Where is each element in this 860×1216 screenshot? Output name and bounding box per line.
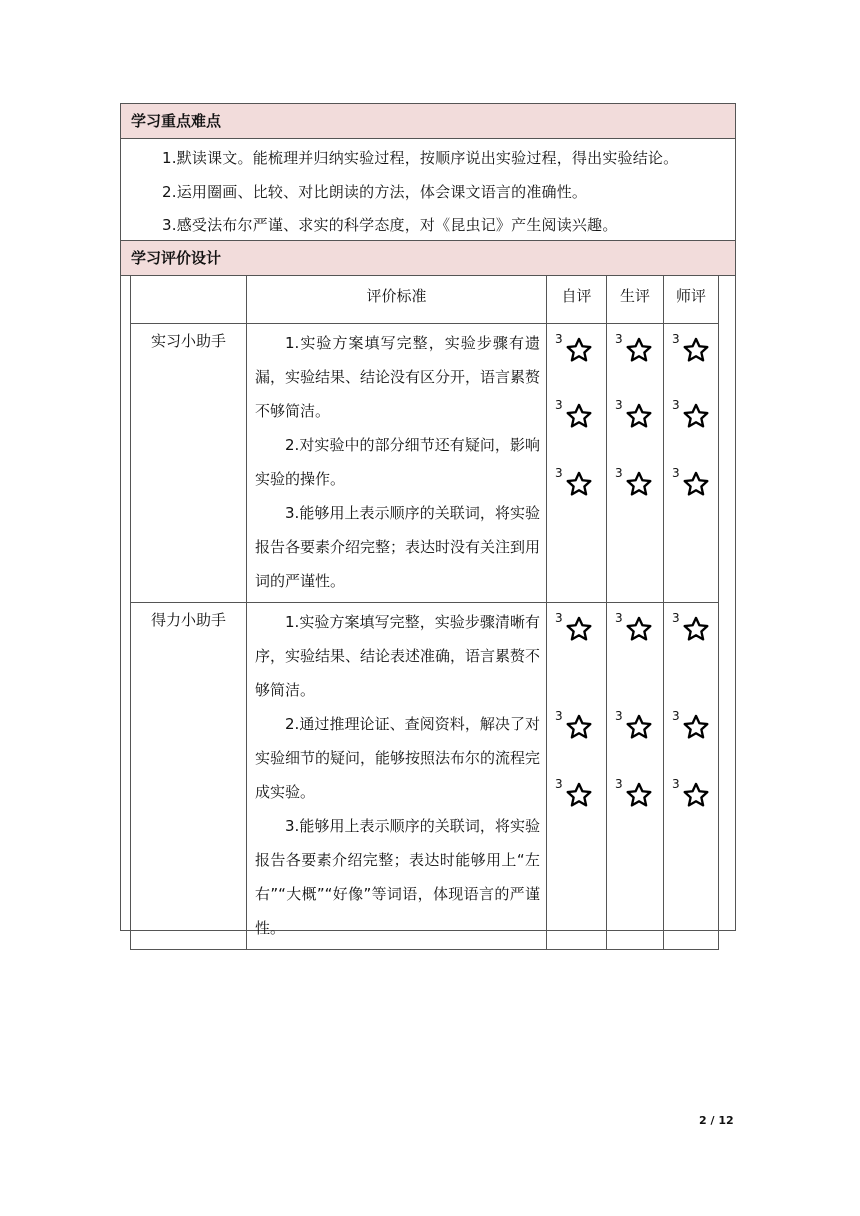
objective-item: 2.运用圈画、比较、对比朗读的方法，体会课文语言的准确性。 [162, 183, 588, 201]
criteria-cell [247, 324, 547, 603]
peer-rating-cell [607, 603, 664, 950]
star-outline-icon [565, 336, 593, 364]
rating-number: 3 [672, 466, 680, 480]
star-outline-icon [625, 713, 653, 741]
table-row [131, 603, 719, 950]
table-header-peer-eval: 生评 [607, 276, 664, 324]
star-outline-icon [625, 336, 653, 364]
rating-star[interactable] [555, 398, 593, 430]
rating-star[interactable] [615, 466, 653, 498]
star-outline-icon [682, 781, 710, 809]
rating-star[interactable] [615, 777, 653, 809]
rating-star[interactable] [615, 709, 653, 741]
rating-number: 3 [615, 709, 623, 723]
star-outline-icon [682, 713, 710, 741]
criteria-item: 2.对实验中的部分细节还有疑问，影响实验的操作。 [255, 436, 540, 488]
star-outline-icon [682, 402, 710, 430]
table-header-empty [131, 276, 247, 324]
rating-star[interactable] [672, 466, 710, 498]
rating-number: 3 [672, 332, 680, 346]
level-label: 实习小助手 [131, 324, 247, 603]
rating-star[interactable] [672, 777, 710, 809]
rating-number: 3 [615, 398, 623, 412]
star-outline-icon [682, 336, 710, 364]
criteria-cell [247, 603, 547, 950]
rating-number: 3 [615, 332, 623, 346]
rating-number: 3 [555, 466, 563, 480]
rating-star[interactable] [555, 466, 593, 498]
rating-number: 3 [555, 332, 563, 346]
star-outline-icon [682, 470, 710, 498]
rating-number: 3 [615, 466, 623, 480]
rating-star[interactable] [555, 777, 593, 809]
table-header-teacher-eval: 师评 [664, 276, 719, 324]
star-outline-icon [625, 402, 653, 430]
rating-number: 3 [555, 611, 563, 625]
self-rating-cell [547, 603, 607, 950]
star-outline-icon [682, 615, 710, 643]
table-header-self-eval: 自评 [547, 276, 607, 324]
peer-rating-cell [607, 324, 664, 603]
rating-number: 3 [555, 777, 563, 791]
section-title-evaluation: 学习评价设计 [120, 240, 736, 276]
rating-number: 3 [555, 709, 563, 723]
page-number: 2 / 12 [699, 1114, 734, 1127]
rating-number: 3 [615, 777, 623, 791]
self-rating-cell [547, 324, 607, 603]
star-outline-icon [565, 713, 593, 741]
evaluation-table [130, 275, 719, 950]
table-row [131, 324, 719, 603]
criteria-item: 3.能够用上表示顺序的关联词，将实验报告各要素介绍完整；表达时能够用上“左右”“大概”“好像”等词语，体现语言的严谨性。 [255, 817, 540, 937]
teacher-rating-cell [664, 324, 719, 603]
star-outline-icon [565, 615, 593, 643]
criteria-item: 2.通过推理论证、查阅资料，解决了对实验细节的疑问，能够按照法布尔的流程完成实验。 [255, 715, 541, 801]
star-outline-icon [565, 781, 593, 809]
rating-star[interactable] [615, 398, 653, 430]
rating-number: 3 [672, 398, 680, 412]
star-outline-icon [565, 402, 593, 430]
criteria-item: 3.能够用上表示顺序的关联词，将实验报告各要素介绍完整；表达时没有关注到用词的严谨性。 [255, 504, 541, 590]
criteria-item: 1.实验方案填写完整，实验步骤清晰有序，实验结果、结论表述准确，语言累赘不够简洁。 [255, 613, 541, 699]
section-title-objectives: 学习重点难点 [120, 103, 736, 139]
star-outline-icon [625, 470, 653, 498]
star-outline-icon [565, 470, 593, 498]
rating-star[interactable] [672, 332, 710, 364]
rating-star[interactable] [615, 611, 653, 643]
objective-item: 1.默读课文。能梳理并归纳实验过程，按顺序说出实验过程，得出实验结论。 [162, 149, 679, 167]
rating-number: 3 [672, 611, 680, 625]
rating-number: 3 [672, 709, 680, 723]
table-header-criteria: 评价标准 [247, 276, 547, 324]
rating-star[interactable] [555, 709, 593, 741]
objective-item: 3.感受法布尔严谨、求实的科学态度，对《昆虫记》产生阅读兴趣。 [162, 216, 618, 234]
rating-number: 3 [672, 777, 680, 791]
rating-star[interactable] [672, 398, 710, 430]
rating-star[interactable] [555, 611, 593, 643]
table-header-row [131, 276, 719, 324]
star-outline-icon [625, 615, 653, 643]
rating-star[interactable] [615, 332, 653, 364]
rating-star[interactable] [555, 332, 593, 364]
rating-star[interactable] [672, 709, 710, 741]
teacher-rating-cell [664, 603, 719, 950]
star-outline-icon [625, 781, 653, 809]
rating-number: 3 [615, 611, 623, 625]
level-label: 得力小助手 [131, 603, 247, 950]
rating-number: 3 [555, 398, 563, 412]
rating-star[interactable] [672, 611, 710, 643]
criteria-item: 1.实验方案填写完整，实验步骤有遗漏，实验结果、结论没有区分开，语言累赘不够简洁。 [255, 334, 541, 420]
